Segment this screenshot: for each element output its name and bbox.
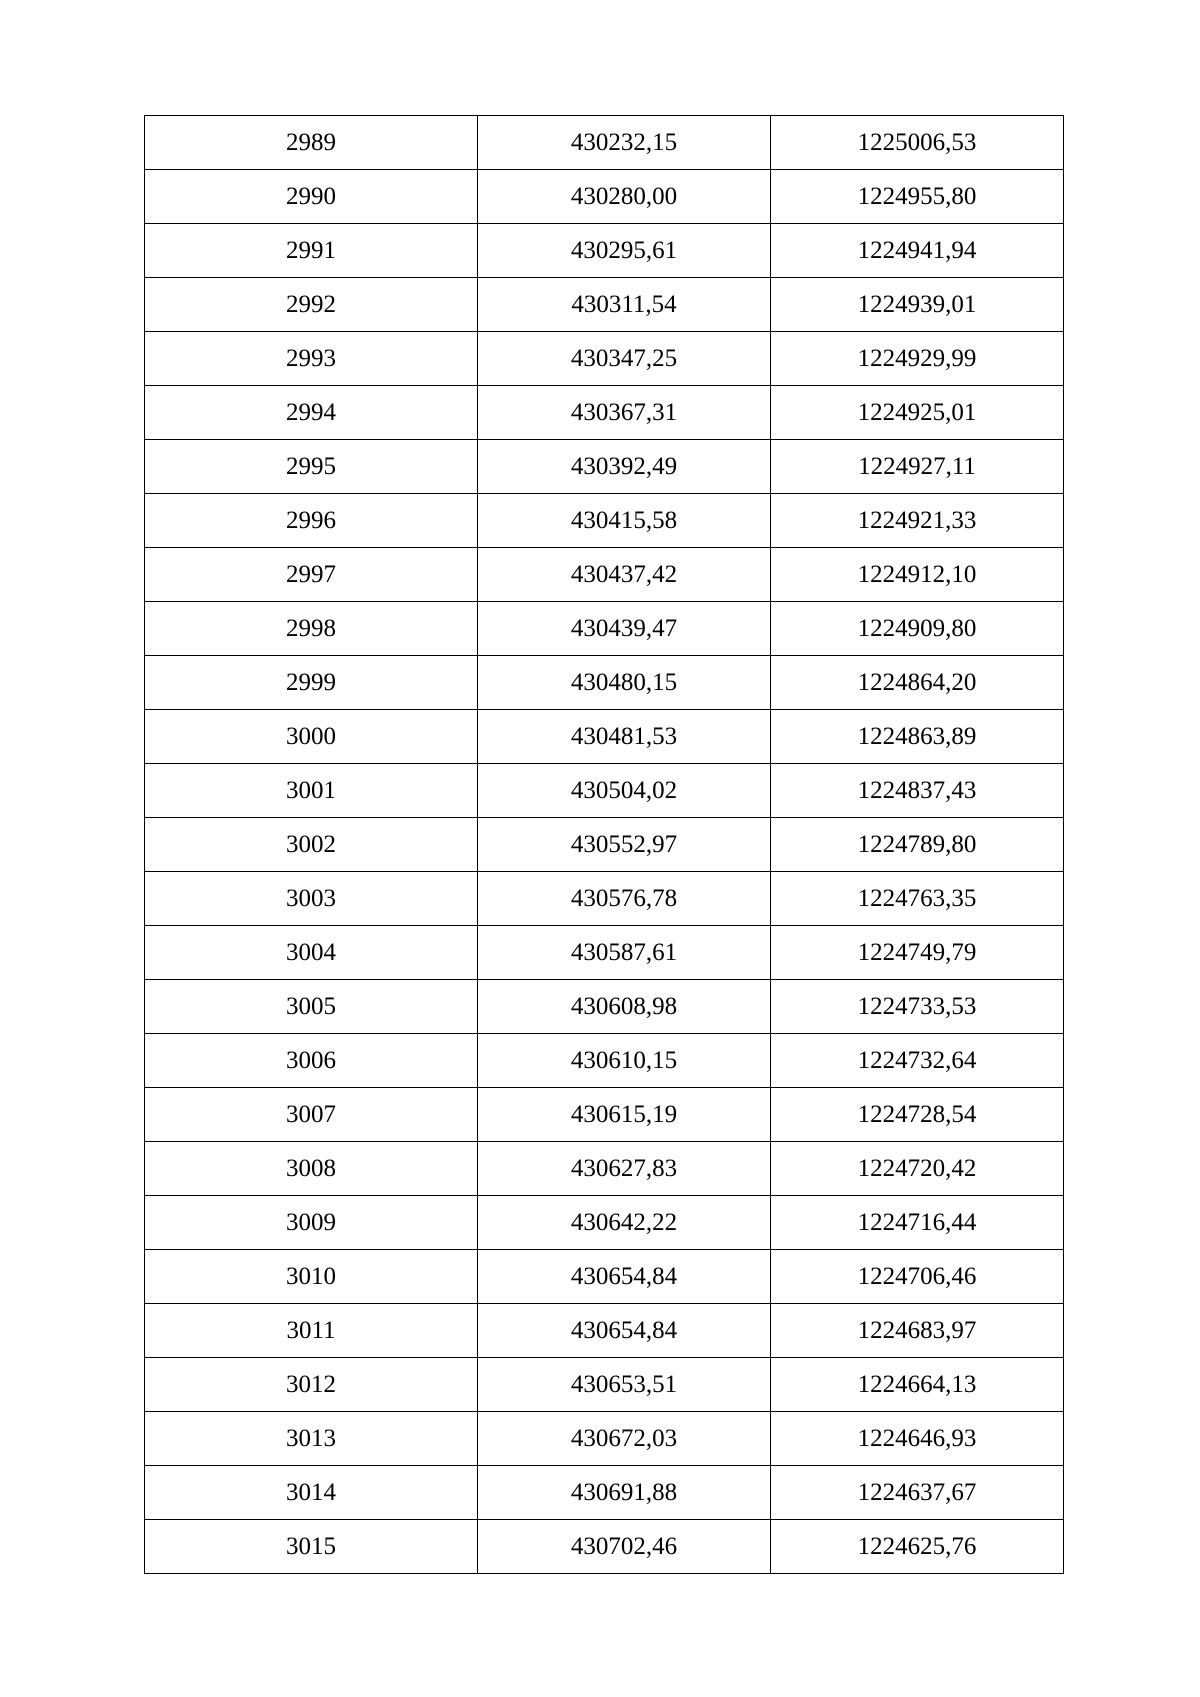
- y-coordinate-cell: 1224706,46: [771, 1250, 1064, 1304]
- coordinates-table: [144, 115, 1064, 1574]
- x-coordinate-cell: 430415,58: [478, 494, 771, 548]
- y-coordinate-cell: 1224939,01: [771, 278, 1064, 332]
- point-number-cell: 2997: [145, 548, 478, 602]
- table-row: [145, 440, 1064, 494]
- table-row: [145, 656, 1064, 710]
- x-coordinate-cell: 430642,22: [478, 1196, 771, 1250]
- table-row: [145, 494, 1064, 548]
- y-coordinate-cell: 1224925,01: [771, 386, 1064, 440]
- y-coordinate-cell: 1224789,80: [771, 818, 1064, 872]
- point-number-cell: 2989: [145, 116, 478, 170]
- point-number-cell: 3009: [145, 1196, 478, 1250]
- point-number-cell: 3007: [145, 1088, 478, 1142]
- point-number-cell: 2998: [145, 602, 478, 656]
- point-number-cell: 2991: [145, 224, 478, 278]
- point-number-cell: 3001: [145, 764, 478, 818]
- y-coordinate-cell: 1224863,89: [771, 710, 1064, 764]
- table-row: [145, 710, 1064, 764]
- x-coordinate-cell: 430311,54: [478, 278, 771, 332]
- x-coordinate-cell: 430608,98: [478, 980, 771, 1034]
- y-coordinate-cell: 1224763,35: [771, 872, 1064, 926]
- table-row: [145, 116, 1064, 170]
- point-number-cell: 3004: [145, 926, 478, 980]
- y-coordinate-cell: 1224716,44: [771, 1196, 1064, 1250]
- table-row: [145, 926, 1064, 980]
- point-number-cell: 2999: [145, 656, 478, 710]
- point-number-cell: 3008: [145, 1142, 478, 1196]
- x-coordinate-cell: 430576,78: [478, 872, 771, 926]
- table-row: [145, 980, 1064, 1034]
- table-row: [145, 1520, 1064, 1574]
- table-row: [145, 818, 1064, 872]
- x-coordinate-cell: 430481,53: [478, 710, 771, 764]
- point-number-cell: 3013: [145, 1412, 478, 1466]
- y-coordinate-cell: 1224921,33: [771, 494, 1064, 548]
- x-coordinate-cell: 430367,31: [478, 386, 771, 440]
- table-row: [145, 548, 1064, 602]
- y-coordinate-cell: 1224927,11: [771, 440, 1064, 494]
- y-coordinate-cell: 1224683,97: [771, 1304, 1064, 1358]
- y-coordinate-cell: 1224637,67: [771, 1466, 1064, 1520]
- table-row: [145, 1034, 1064, 1088]
- x-coordinate-cell: 430232,15: [478, 116, 771, 170]
- table-row: [145, 332, 1064, 386]
- x-coordinate-cell: 430610,15: [478, 1034, 771, 1088]
- point-number-cell: 2994: [145, 386, 478, 440]
- x-coordinate-cell: 430347,25: [478, 332, 771, 386]
- table-row: [145, 1466, 1064, 1520]
- x-coordinate-cell: 430504,02: [478, 764, 771, 818]
- y-coordinate-cell: 1224955,80: [771, 170, 1064, 224]
- y-coordinate-cell: 1224864,20: [771, 656, 1064, 710]
- x-coordinate-cell: 430437,42: [478, 548, 771, 602]
- table-row: [145, 1142, 1064, 1196]
- x-coordinate-cell: 430615,19: [478, 1088, 771, 1142]
- table-row: [145, 1412, 1064, 1466]
- table-row: [145, 1196, 1064, 1250]
- y-coordinate-cell: 1224941,94: [771, 224, 1064, 278]
- y-coordinate-cell: 1224625,76: [771, 1520, 1064, 1574]
- table-row: [145, 1250, 1064, 1304]
- x-coordinate-cell: 430691,88: [478, 1466, 771, 1520]
- y-coordinate-cell: 1224909,80: [771, 602, 1064, 656]
- point-number-cell: 2990: [145, 170, 478, 224]
- point-number-cell: 3000: [145, 710, 478, 764]
- point-number-cell: 3002: [145, 818, 478, 872]
- y-coordinate-cell: 1224664,13: [771, 1358, 1064, 1412]
- x-coordinate-cell: 430280,00: [478, 170, 771, 224]
- table-row: [145, 170, 1064, 224]
- x-coordinate-cell: 430295,61: [478, 224, 771, 278]
- x-coordinate-cell: 430552,97: [478, 818, 771, 872]
- point-number-cell: 3006: [145, 1034, 478, 1088]
- x-coordinate-cell: 430654,84: [478, 1250, 771, 1304]
- table-row: [145, 602, 1064, 656]
- table-row: [145, 386, 1064, 440]
- point-number-cell: 2996: [145, 494, 478, 548]
- y-coordinate-cell: 1224732,64: [771, 1034, 1064, 1088]
- x-coordinate-cell: 430654,84: [478, 1304, 771, 1358]
- x-coordinate-cell: 430627,83: [478, 1142, 771, 1196]
- x-coordinate-cell: 430439,47: [478, 602, 771, 656]
- table-row: [145, 872, 1064, 926]
- point-number-cell: 3012: [145, 1358, 478, 1412]
- table-row: [145, 1358, 1064, 1412]
- point-number-cell: 2992: [145, 278, 478, 332]
- x-coordinate-cell: 430587,61: [478, 926, 771, 980]
- x-coordinate-cell: 430653,51: [478, 1358, 771, 1412]
- point-number-cell: 3003: [145, 872, 478, 926]
- point-number-cell: 2993: [145, 332, 478, 386]
- y-coordinate-cell: 1224912,10: [771, 548, 1064, 602]
- point-number-cell: 3011: [145, 1304, 478, 1358]
- point-number-cell: 3014: [145, 1466, 478, 1520]
- x-coordinate-cell: 430672,03: [478, 1412, 771, 1466]
- y-coordinate-cell: 1224733,53: [771, 980, 1064, 1034]
- y-coordinate-cell: 1224646,93: [771, 1412, 1064, 1466]
- x-coordinate-cell: 430392,49: [478, 440, 771, 494]
- y-coordinate-cell: 1224728,54: [771, 1088, 1064, 1142]
- y-coordinate-cell: 1225006,53: [771, 116, 1064, 170]
- point-number-cell: 3010: [145, 1250, 478, 1304]
- point-number-cell: 3005: [145, 980, 478, 1034]
- point-number-cell: 2995: [145, 440, 478, 494]
- point-number-cell: 3015: [145, 1520, 478, 1574]
- y-coordinate-cell: 1224837,43: [771, 764, 1064, 818]
- x-coordinate-cell: 430480,15: [478, 656, 771, 710]
- coordinates-table-body: [145, 116, 1064, 1574]
- y-coordinate-cell: 1224749,79: [771, 926, 1064, 980]
- x-coordinate-cell: 430702,46: [478, 1520, 771, 1574]
- table-row: [145, 1088, 1064, 1142]
- y-coordinate-cell: 1224929,99: [771, 332, 1064, 386]
- table-row: [145, 1304, 1064, 1358]
- table-row: [145, 278, 1064, 332]
- y-coordinate-cell: 1224720,42: [771, 1142, 1064, 1196]
- table-row: [145, 224, 1064, 278]
- table-row: [145, 764, 1064, 818]
